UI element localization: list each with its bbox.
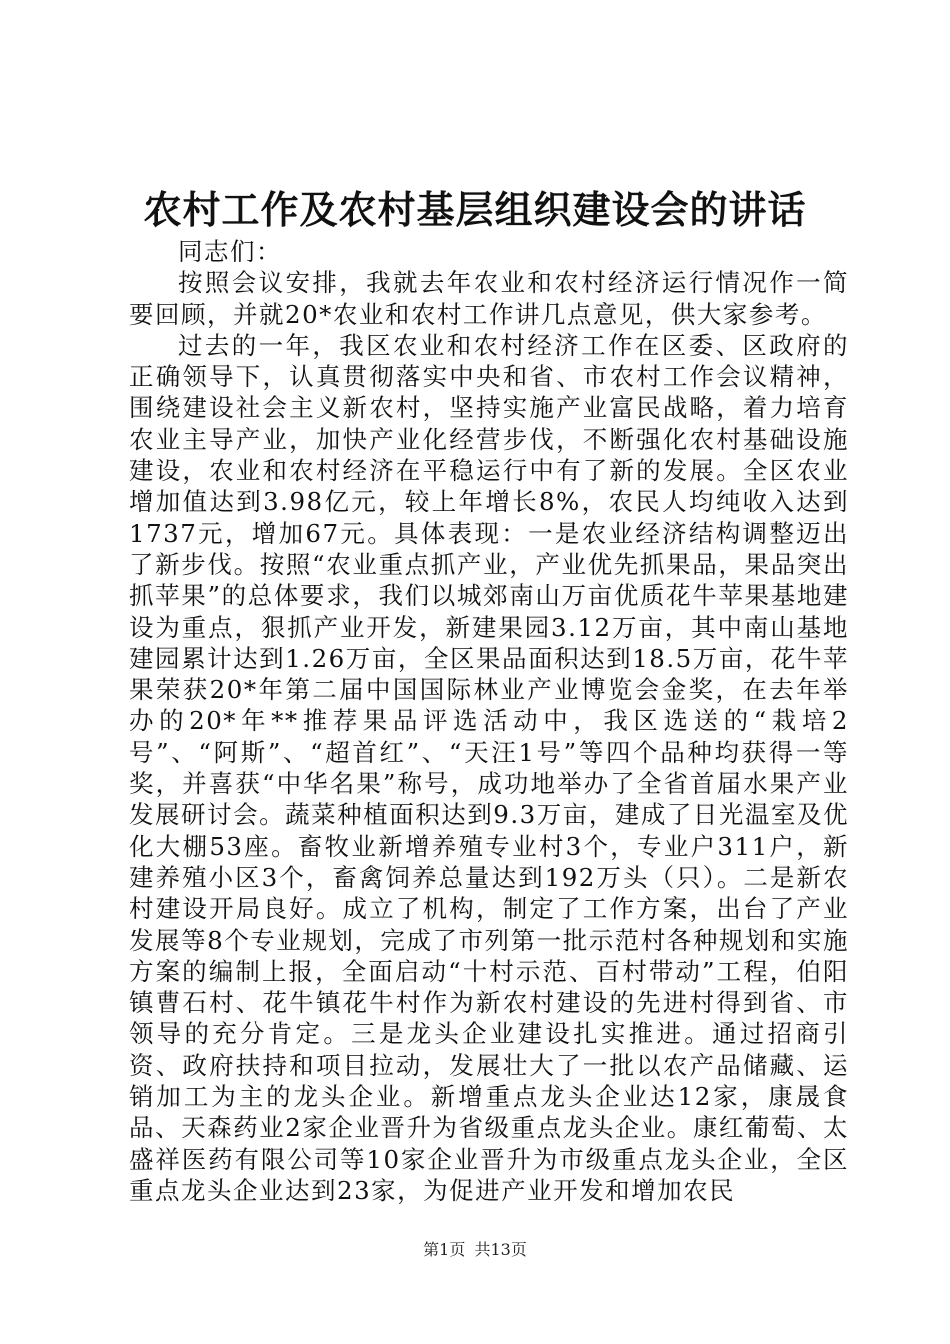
review-paragraph: 过去的一年，我区农业和农村经济工作在区委、区政府的正确领导下，认真贯彻落实中央和省、市农村工作会议精神，围绕建设社会主义新农村，坚持实施产业富民战略，着力培育农业主导产业，加快产业化经营步伐，不断强化农村基础设施建设，农业和农村经济在平稳运行中有了新的发展。全区农业增加值达到3.98亿元，较上年增长8%，农民人均纯收入达到1737元，增加67元。具体表现：一是农业经济结构调整迈出了新步伐。按照“农业重点抓产业，产业优先抓果品，果品突出抓苹果”的总体要求，我们以城郊南山万亩优质花牛苹果基地建设为重点，狠抓产业开发，新建果园3.12万亩，其中南山基地建园累计达到1.26万亩，全区果品面积达到18.5万亩，花牛苹果荣获20*年第二届中国国际林业产业博览会金奖，在去年举办的20*年**推荐果品评选活动中，我区选送的“栽培2号”、“阿斯”、“超首红”、“天汪1号”等四个品种均获得一等奖，并喜获“中华名果”称号，成功地举办了全省首届水果产业发展研讨会。蔬菜种植面积达到9.3万亩，建成了日光温室及优化大棚53座。畜牧业新增养殖专业村3个，专业户311户，新建养殖小区3个，畜禽饲养总量达到192万头（只）。二是新农村建设开局良好。成立了机构，制定了工作方案，出台了产业发展等8个专业规划，完成了市列第一批示范村各种规划和实施方案的编制上报，全面启动“十村示范、百村带动”工程，伯阳镇曹石村、花牛镇花牛村作为新农村建设的先进村得到省、市领导的充分肯定。三是龙头企业建设扎实推进。通过招商引资、政府扶持和项目拉动，发展壮大了一批以农产品储藏、运销加工为主的龙头企业。新增重点龙头企业达12家，康晟食品、天森药业2家企业晋升为省级重点龙头企业。康红葡萄、太盛祥医药有限公司等10家企业晋升为市级重点龙头企业，全区重点龙头企业达到23家，为促进产业开发和增加农民	[129, 330, 849, 1205]
intro-paragraph: 按照会议安排，我就去年农业和农村经济运行情况作一简要回顾，并就20*农业和农村工作讲几点意见，供大家参考。	[129, 268, 849, 329]
page-footer	[0, 1240, 950, 1260]
page-total: 共13页	[474, 1240, 527, 1259]
document-title: 农村工作及农村基层组织建设会的讲话	[143, 187, 807, 232]
page-number: 第1页	[423, 1240, 466, 1259]
document-body	[129, 236, 849, 1206]
salutation-paragraph: 同志们：	[178, 237, 282, 266]
